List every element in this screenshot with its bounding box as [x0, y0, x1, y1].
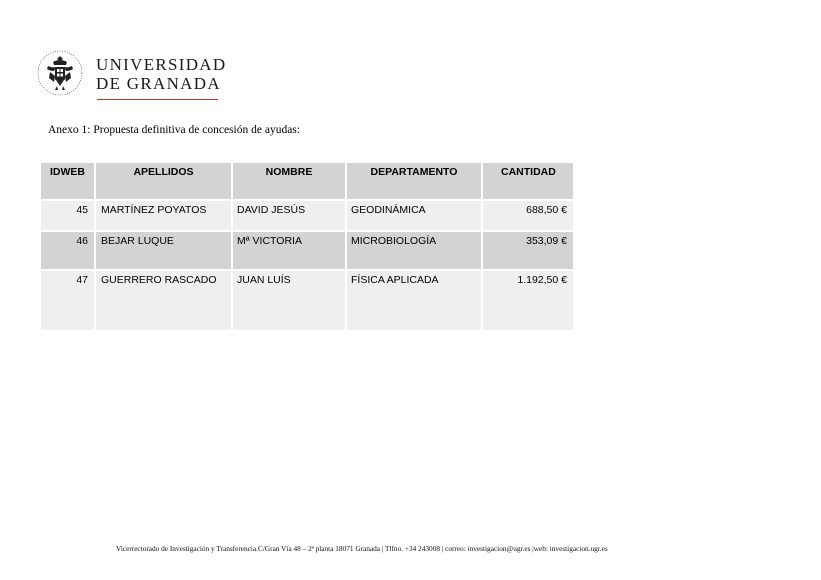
cell-nombre: DAVID JESÚS	[233, 201, 347, 230]
annex-title: Anexo 1: Propuesta definitiva de concesión de ayudas:	[48, 124, 300, 136]
cell-apellidos: BEJAR LUQUE	[96, 232, 233, 269]
cell-idweb: 46	[41, 232, 96, 269]
cell-cantidad: 1.192,50 €	[483, 271, 573, 330]
cell-departamento: FÍSICA APLICADA	[347, 271, 483, 330]
column-header-departamento: DEPARTAMENTO	[347, 163, 483, 199]
cell-departamento: GEODINÁMICA	[347, 201, 483, 230]
logo-underline	[97, 99, 218, 100]
column-header-apellidos: APELLIDOS	[96, 163, 233, 199]
table-row	[41, 201, 573, 230]
grants-table	[41, 163, 573, 330]
university-logo	[36, 44, 227, 104]
university-seal-icon	[36, 44, 84, 102]
table-header-row	[41, 163, 573, 199]
column-header-nombre: NOMBRE	[233, 163, 347, 199]
column-header-idweb: IDWEB	[41, 163, 96, 199]
cell-idweb: 45	[41, 201, 96, 230]
cell-apellidos: MARTÍNEZ POYATOS	[96, 201, 233, 230]
cell-departamento: MICROBIOLOGÍA	[347, 232, 483, 269]
cell-nombre: Mª VICTORIA	[233, 232, 347, 269]
cell-apellidos: GUERRERO RASCADO	[96, 271, 233, 330]
cell-cantidad: 688,50 €	[483, 201, 573, 230]
university-name-line1: UNIVERSIDAD	[96, 55, 227, 74]
cell-idweb: 47	[41, 271, 96, 330]
university-name-line2: DE GRANADA	[96, 74, 221, 93]
cell-nombre: JUAN LUÍS	[233, 271, 347, 330]
cell-cantidad: 353,09 €	[483, 232, 573, 269]
column-header-cantidad: CANTIDAD	[483, 163, 573, 199]
table-row	[41, 271, 573, 330]
table-row	[41, 232, 573, 269]
page-footer: Vicerrectorado de Investigación y Transferencia.C/Gran Vía 48 – 2ª planta 18071 Granada | Tlfno. +34 243008 | correo: investigacion@ugr.es |web: investigacion.ugr.es	[116, 544, 608, 553]
